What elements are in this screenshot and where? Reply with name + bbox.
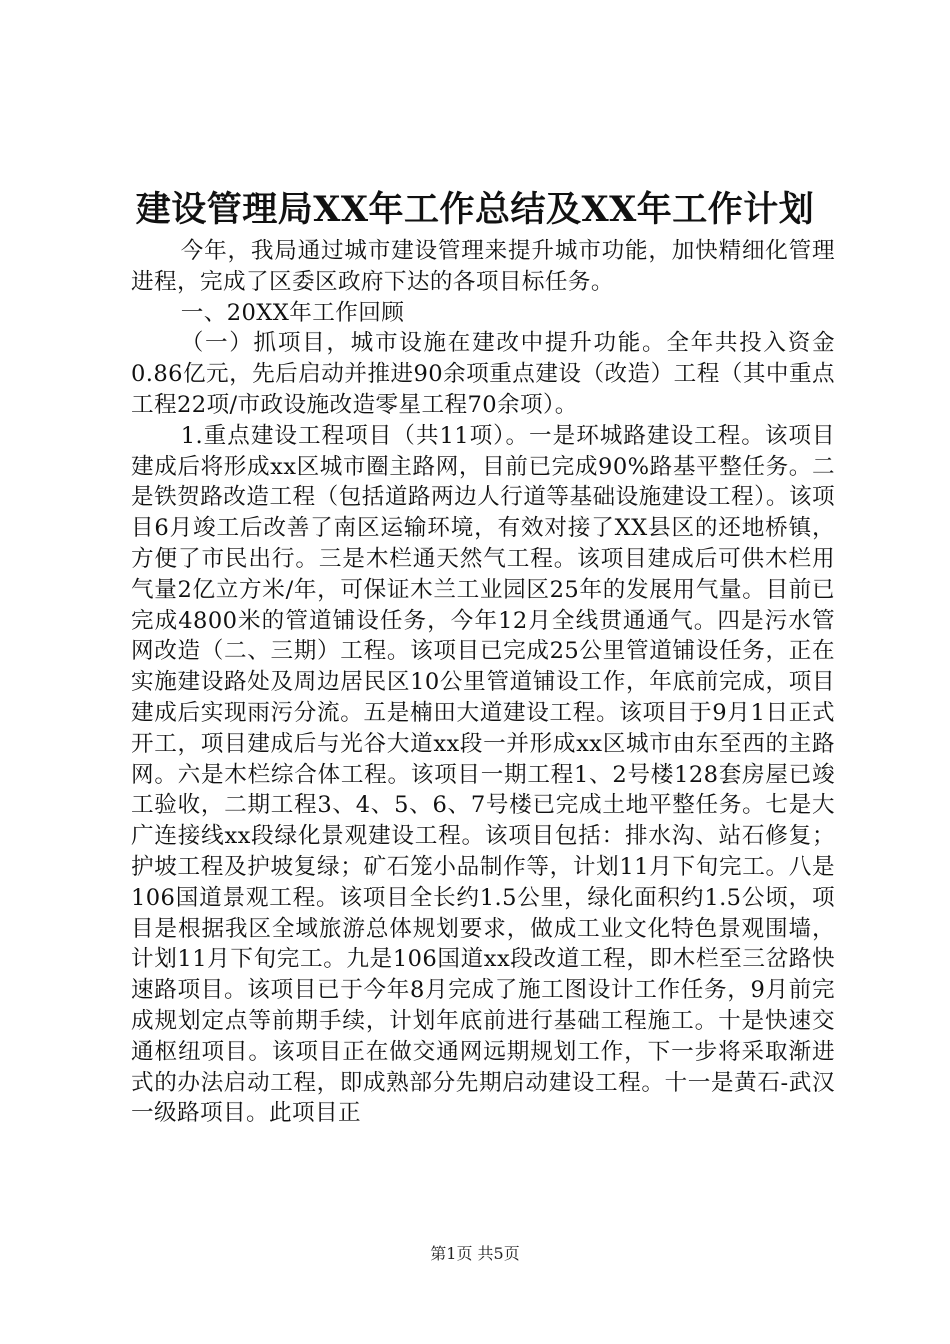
projects-paragraph: 1.重点建设工程项目（共11项）。一是环城路建设工程。该项目建成后将形成xx区城市圈主路网，目前已完成90%路基平整任务。二是铁贺路改造工程（包括道路两边人行道等基础设施建设工程）。该项目6月竣工后改善了南区运输环境，有效对接了XX县区的还地桥镇，方便了市民出行。三是木栏通天然气工程。该项目建成后可供木栏用气量2亿立方米/年，可保证木兰工业园区25年的发展用气量。目前已完成4800米的管道铺设任务，今年12月全线贯通通气。四是污水管网改造（二、三期）工程。该项目已完成25公里管道铺设任务，正在实施建设路处及周边居民区10公里管道铺设工作，年底前完成，项目建成后实现雨污分流。五是楠田大道建设工程。该项目于9月1日正式开工，项目建成后与光谷大道xx段一并形成xx区城市由东至西的主路网。六是木栏综合体工程。该项目一期工程1、2号楼128套房屋已竣工验收，二期工程3、4、5、6、7号楼已完成土地平整任务。七是大广连接线xx段绿化景观建设工程。该项目包括：排水沟、站石修复；护坡工程及护坡复绿；矿石笼小品制作等，计划11月下旬完工。八是106国道景观工程。该项目全长约1.5公里，绿化面积约1.5公顷，项目是根据我区全域旅游总体规划要求，做成工业文化特色景观围墙，计划11月下旬完工。九是106国道xx段改道工程，即木栏至三岔路快速路项目。该项目已于今年8月完成了施工图设计工作任务，9月前完成规划定点等前期手续，计划年底前进行基础工程施工。十是快速交通枢纽项目。该项目正在做交通网远期规划工作，下一步将采取渐进式的办法启动工程，即成熟部分先期启动建设工程。十一是黄石-武汉一级路项目。此项目正 — [131, 422, 835, 1127]
document-body — [131, 236, 835, 1129]
intro-paragraph: 今年，我局通过城市建设管理来提升城市功能，加快精细化管理进程，完成了区委区政府下达的各项目标任务。 — [131, 238, 835, 295]
section-heading: 一、20XX年工作回顾 — [180, 299, 405, 326]
subsection-paragraph: （一）抓项目，城市设施在建改中提升功能。全年共投入资金0.86亿元，先后启动并推进90余项重点建设（改造）工程（其中重点工程22项/市政设施改造零星工程70余项）。 — [131, 330, 835, 418]
page-number: 第1页 共5页 — [430, 1244, 520, 1263]
document-title: 建设管理局XX年工作总结及XX年工作计划 — [135, 189, 815, 230]
